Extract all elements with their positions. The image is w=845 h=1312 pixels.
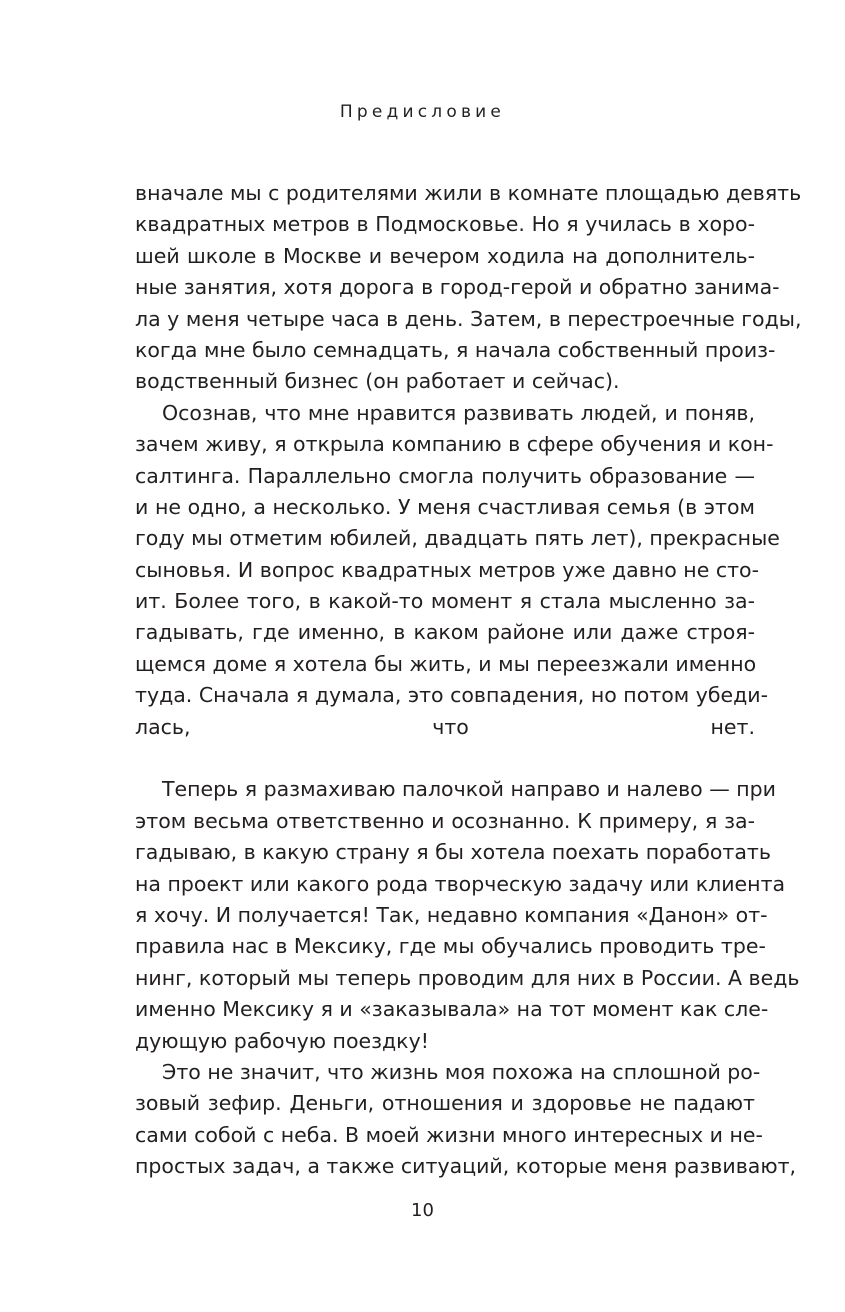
text-line: я хочу. И получается! Так, недавно компания «Данон» от- <box>135 902 768 927</box>
text-line: вначале мы с родителями жили в комнате площадью девять <box>135 181 802 205</box>
text-line: правила нас в Мексику, где мы обучались проводить тре- <box>135 934 766 959</box>
text-line: зачем живу, я открыла компанию в сфере обучения и кон- <box>135 432 774 457</box>
text-line: на проект или какого рода творческую задачу или клиента <box>135 871 786 896</box>
text-line: салтинга. Параллельно смогла получить образование — <box>135 463 755 488</box>
text-line: туда. Сначала я думала, это совпадения, но потом убеди- <box>135 683 768 708</box>
text-line: зовый зефир. Деньги, отношения и здоровье не падают <box>135 1091 755 1116</box>
running-title: Предисловие <box>339 102 506 122</box>
text-line: водственный бизнес (он работает и сейчас). <box>135 369 620 394</box>
paragraph <box>135 1057 797 1183</box>
body-text <box>135 178 802 1183</box>
text-line: квадратных метров в Подмосковье. Но я училась в хоро- <box>135 212 755 237</box>
text-line: ит. Более того, в какой-то момент я стала мысленно за- <box>135 589 755 614</box>
text-line: Осознав, что мне нравится развивать людей, и поняв, <box>162 400 755 425</box>
text-line: ные занятия, хотя дорога в город-герой и обратно занима- <box>135 275 780 300</box>
text-line: простых задач, а также ситуаций, которые меня развивают, <box>135 1154 797 1179</box>
text-line: сами собой с неба. В моей жизни много интересных и не- <box>135 1122 763 1147</box>
text-line <box>135 743 755 774</box>
text-line: дующую рабочую поездку! <box>135 1028 429 1053</box>
text-line: именно Мексику я и «заказывала» на тот момент как сле- <box>135 997 769 1022</box>
text-line: и не одно, а несколько. У меня счастливая семья (в этом <box>135 494 755 519</box>
page-number: 10 <box>411 1200 434 1221</box>
text-line: ла у меня четыре часа в день. Затем, в перестроечные годы, <box>135 306 802 331</box>
paragraph <box>135 774 800 1057</box>
text-line: лась, что нет. <box>135 714 755 739</box>
text-line: этом весьма ответственно и осознанно. К примеру, я за- <box>135 808 755 833</box>
text-line: шей школе в Москве и вечером ходила на дополнитель- <box>135 243 755 268</box>
text-line: гадываю, в какую страну я бы хотела поехать поработать <box>135 840 771 865</box>
paragraph <box>135 398 780 775</box>
text-line: Теперь я размахиваю палочкой направо и налево — при <box>162 777 776 802</box>
text-line: щемся доме я хотела бы жить, и мы переезжали именно <box>135 651 757 676</box>
text-line: сыновья. И вопрос квадратных метров уже давно не сто- <box>135 557 759 582</box>
text-line: нинг, который мы теперь проводим для них в России. А ведь <box>135 965 800 990</box>
text-line: гадывать, где именно, в каком районе или даже строя- <box>135 620 755 645</box>
text-line: Это не значит, что жизнь моя похожа на сплошной ро- <box>162 1059 761 1084</box>
paragraph <box>135 178 802 398</box>
text-line: году мы отметим юбилей, двадцать пять лет), прекрасные <box>135 526 780 551</box>
text-line: когда мне было семнадцать, я начала собственный произ- <box>135 337 776 362</box>
